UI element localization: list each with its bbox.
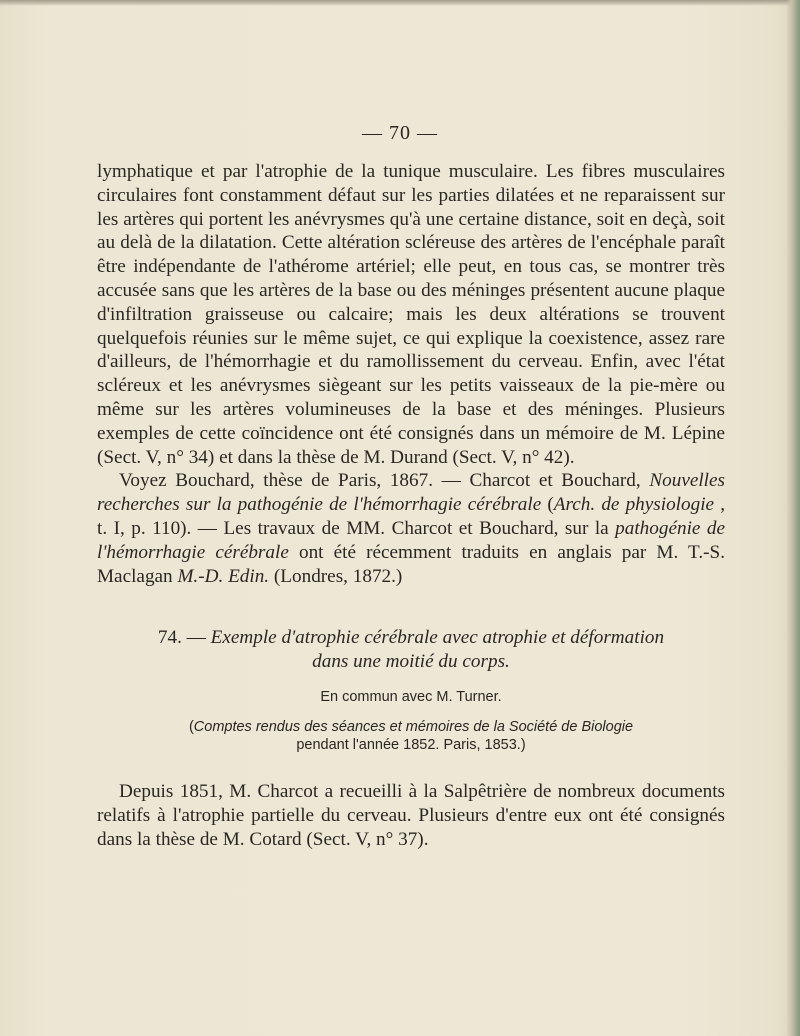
- source-line-2: pendant l'année 1852. Paris, 1853.): [296, 737, 526, 754]
- paragraph-2-title-2: pathogénie de l'hémorrhagie cérébrale: [97, 517, 725, 563]
- page-top-edge: [0, 0, 800, 6]
- source-open-paren: (: [188, 719, 194, 736]
- paragraph-2-text-c: , t. I, p. 110). — Les travaux de MM. Charcot et Bouchard, sur la: [97, 494, 725, 539]
- page-number: — 70 —: [362, 122, 438, 144]
- paragraph-2-text-a: Voyez Bouchard, thèse de Paris, 1867. — Charcot et Bouchard,: [119, 470, 650, 492]
- source-citation: [97, 718, 725, 754]
- paragraph-2-title-1: Nouvelles recherches sur la pathogénie de l'hémorrhagie cérébrale: [97, 470, 725, 516]
- section-number: 74. —: [157, 627, 206, 649]
- section-heading-line-1: [97, 626, 725, 650]
- paragraph-2-text-b: (: [541, 494, 554, 516]
- section-heading-line-2: [97, 650, 725, 674]
- section-heading: [97, 626, 725, 674]
- section-title-line-2: dans une moitié du corps.: [312, 651, 510, 673]
- paragraph-2-degree: M.-D. Edin.: [177, 565, 270, 587]
- paragraph-2: [97, 469, 725, 588]
- paragraph-2-text-d: ont été récemment traduits en anglais par M. T.-S. Maclagan: [97, 541, 725, 587]
- page-right-edge: [786, 0, 800, 1036]
- section-title-line-1: Exemple d'atrophie cérébrale avec atrophie et déformation: [210, 627, 665, 649]
- paragraph-1: lymphatique et par l'atrophie de la tunique musculaire. Les fibres musculaires circulaires font constamment défaut sur les parties dilatées et ne reparaissent sur les artères qui portent les anévrysmes qu'à une certaine distance, soit en deçà, soit au delà de la dilatation. Cette altération scléreuse des artères de l'encéphale paraît être indépendante de l'athérome artériel; elle peut, en tous cas, se montrer très accusée sans que les artères de la base ou des méninges présentent aucune plaque d'infiltration graisseuse ou calcaire; mais les deux altérations se trouvent quelquefois réunies sur le même sujet, ce qui explique la coexistence, assez rare d'ailleurs, de l'hémorrhagie et du ramollissement du cerveau. Enfin, avec l'état scléreux et les anévrysmes siègeant sur les petits vaisseaux de la pie-mère ou même sur les artères volumineuses de la base et des méninges. Plusieurs exemples de cette coïncidence ont été consignés dans un mémoire de M. Lépine (Sect. V, n° 34) et dans la thèse de M. Durand (Sect. V, n° 42).: [97, 161, 725, 468]
- body-text: [97, 160, 725, 852]
- collaboration-note: En commun avec M. Turner.: [320, 689, 502, 706]
- paragraph-3: Depuis 1851, M. Charcot a recueilli à la Salpêtrière de nombreux documents relatifs à l'atrophie partielle du cerveau. Plusieurs d'entre eux ont été consignés dans la thèse de M. Cotard (Sect. V, n° 37).: [97, 781, 725, 850]
- source-line-1: [97, 718, 725, 736]
- paragraph-2-text-e: (Londres, 1872.): [269, 565, 403, 587]
- paragraph-2-journal: Arch. de physiologie: [553, 494, 715, 516]
- source-title: Comptes rendus des séances et mémoires de la Société de Biologie: [193, 719, 634, 736]
